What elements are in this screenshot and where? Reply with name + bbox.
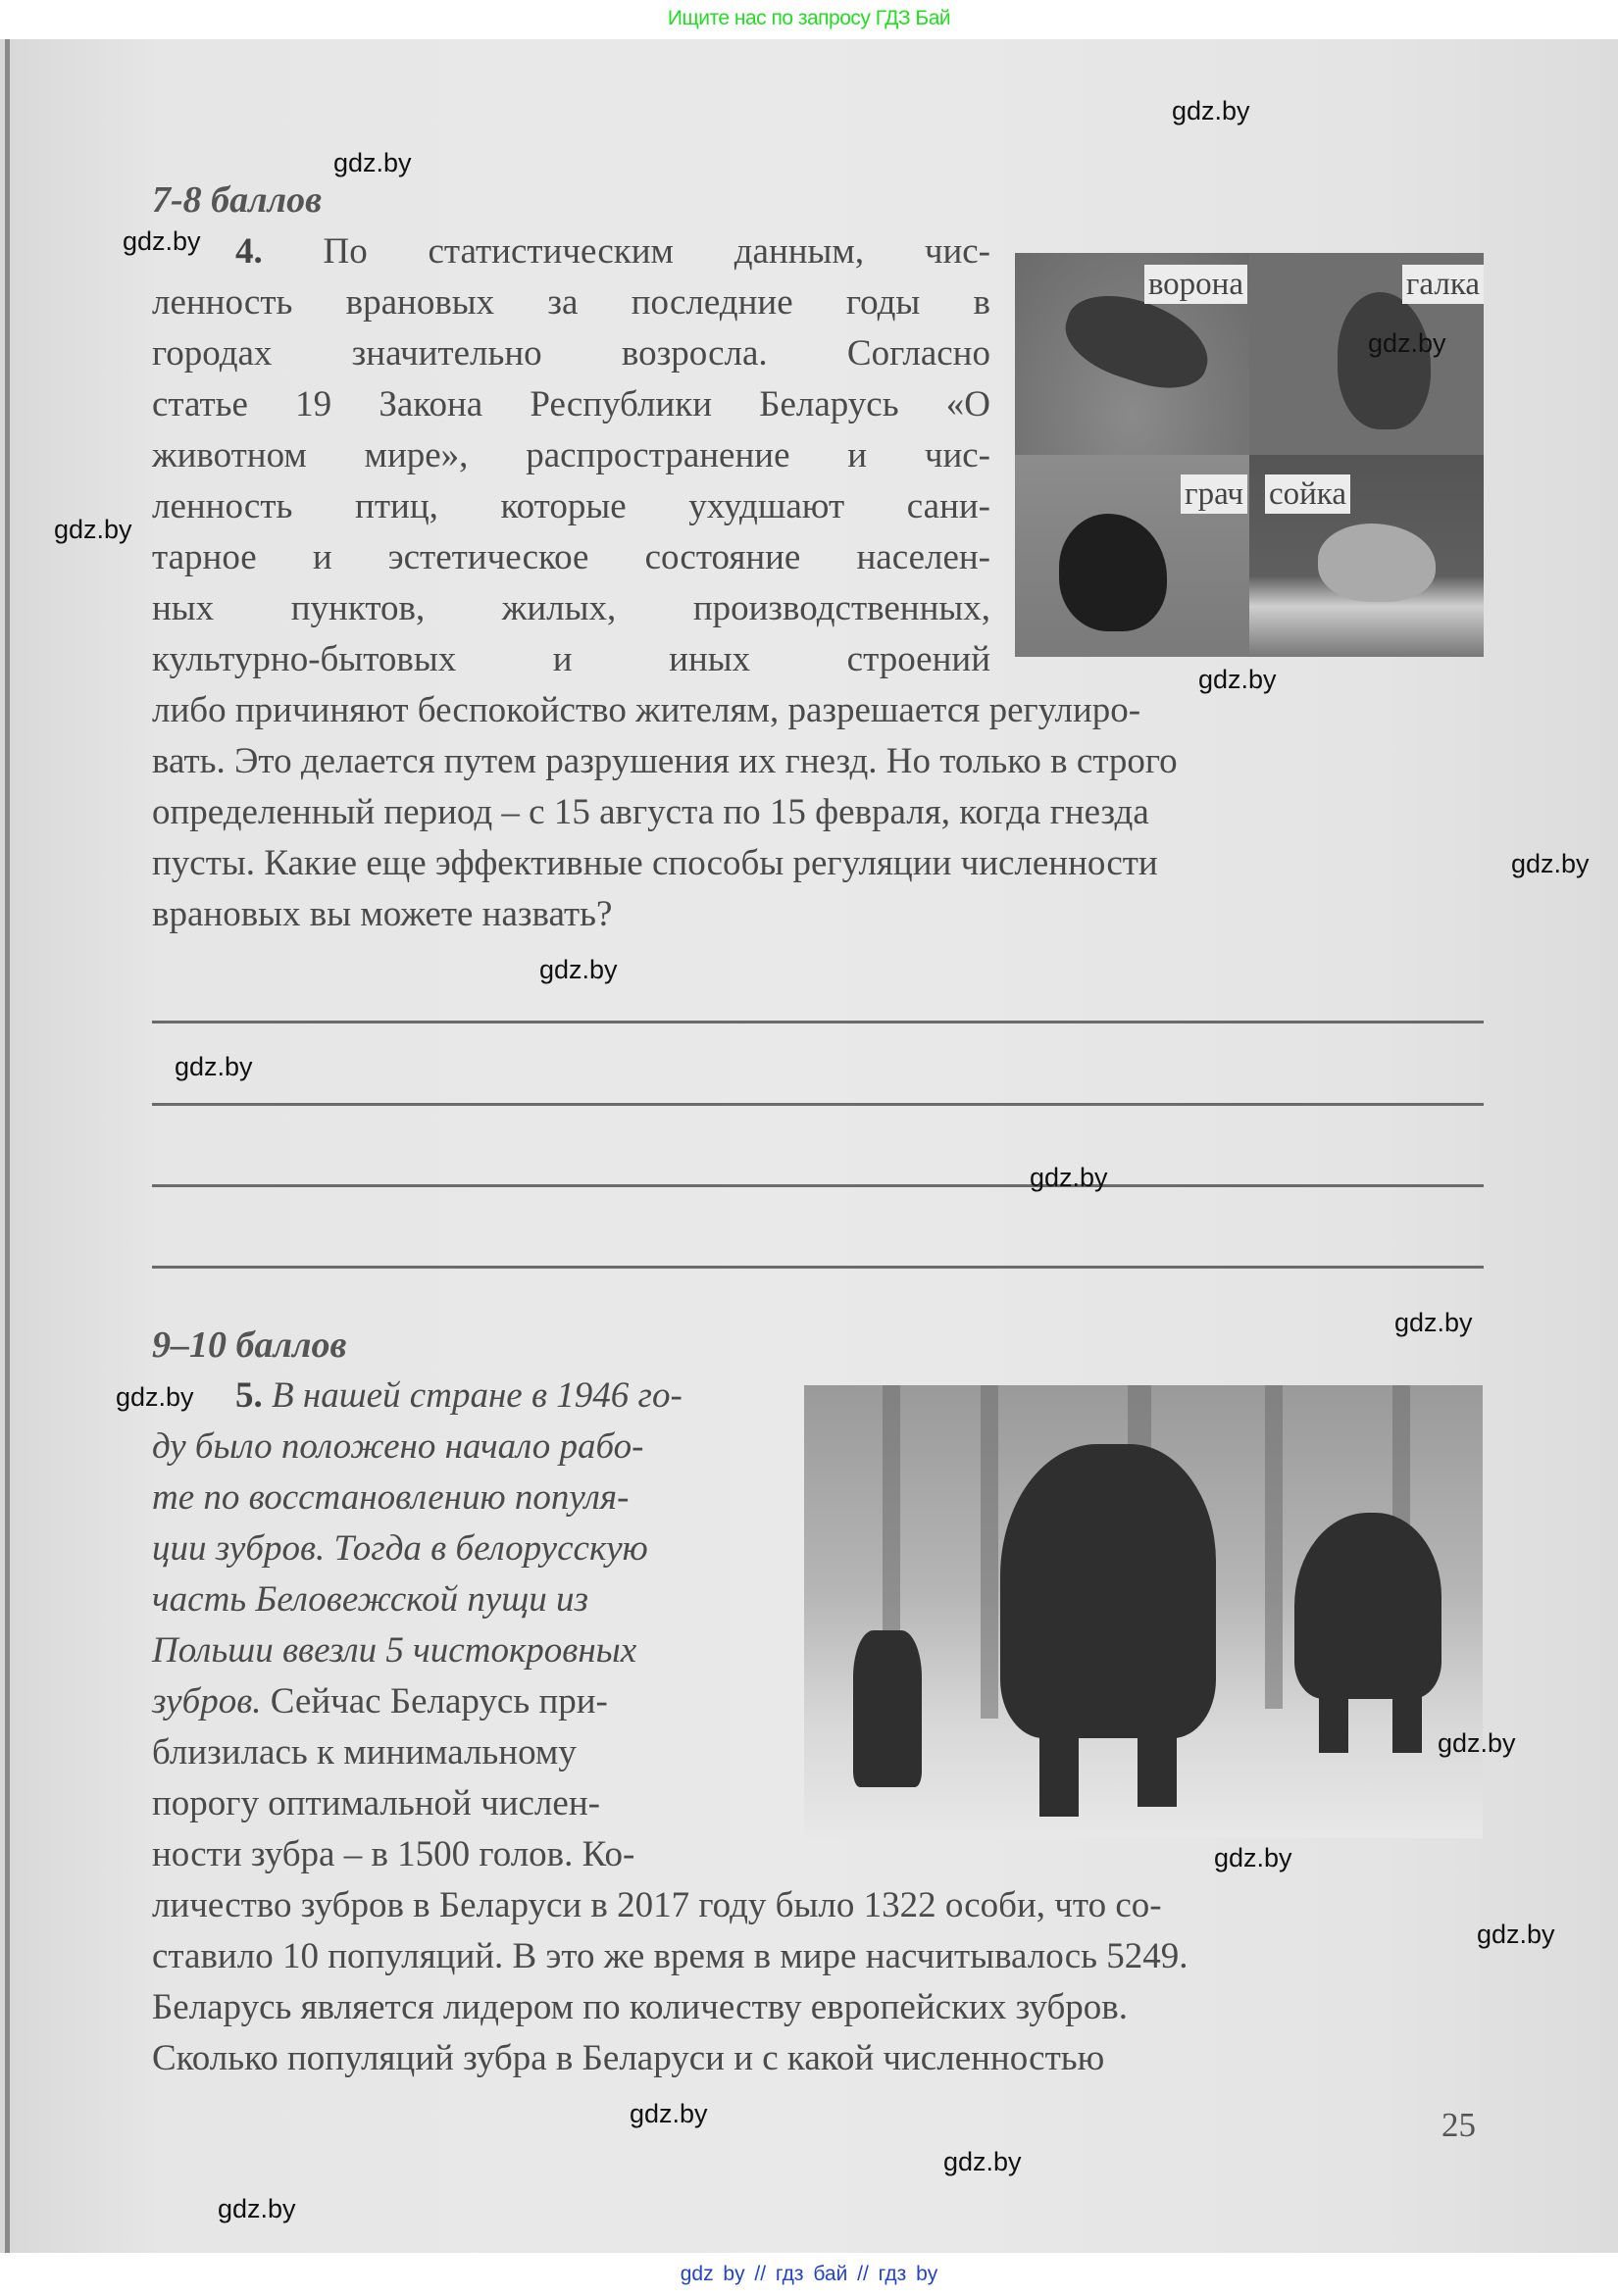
page-edge [5,39,10,2253]
task-5-line-5: часть Беловежской пущи из [152,1579,588,1620]
task-4-line-3: городах значительно возросла. Согласно [152,333,990,374]
watermark: gdz.by [1172,96,1250,125]
answer-line-2[interactable] [152,1103,1484,1106]
bison-right [1294,1513,1441,1699]
jackdaw-silhouette [1338,292,1431,429]
task-4-line-5: животном мире», распространение и чис- [152,435,990,475]
bison-leg [1138,1709,1177,1807]
watermark: gdz.by [943,2147,1022,2176]
photo-label-jay: сойка [1265,474,1350,514]
watermark: gdz.by [54,515,132,544]
jay-silhouette [1318,524,1436,602]
footer-banner [0,2253,1618,2295]
task-5-line-4: ции зубров. Тогда в белорусскую [152,1528,648,1569]
watermark: gdz.by [123,226,201,256]
task-4-line-14: врановых вы можете назвать? [152,894,613,934]
task-4-line-1: 4. По статистическим данным, чис- [235,231,990,272]
task-4-line-11: вать. Это делается путем разрушения их гнезд. Но только в строго [152,741,1178,781]
photo-rook [1015,455,1249,657]
rook-silhouette [1059,514,1167,631]
photo-label-rook: грач [1181,474,1247,514]
answer-line-3[interactable] [152,1184,1484,1187]
watermark: gdz.by [1368,328,1446,358]
answer-line-4[interactable] [152,1266,1484,1269]
task-5-line-13: Беларусь является лидером по количеству европейских зубров. [152,1987,1128,2027]
task-4-line-7: тарное и эстетическое состояние населен- [152,537,990,577]
bison-large [1000,1444,1216,1738]
task-5-line-6: Польши ввезли 5 чистокровных [152,1630,637,1671]
task-4-line-12: определенный период – с 15 августа по 15 февраля, когда гнезда [152,792,1149,832]
task-4-line-9: культурно-бытовых и иных строений [152,639,990,679]
task-5-line-7: зубров. Сейчас Беларусь при- [152,1681,608,1722]
task-4-line-10: либо причиняют беспокойство жителям, разрешается регулиро- [152,690,1141,730]
bison-leg [1392,1679,1422,1753]
photo-jackdaw [1249,253,1484,455]
banner-text: Ищите нас по запросу ГДЗ Бай [667,7,951,29]
watermark: gdz.by [1477,1920,1555,1949]
task-5-line-10: ности зубра – в 1500 голов. Ко- [152,1834,635,1874]
task-5-line-14: Сколько популяций зубра в Беларуси и с какой численностью [152,2038,1105,2078]
photo-jay [1249,455,1484,657]
watermark: gdz.by [175,1052,253,1081]
task-4-line-4: статье 19 Закона Республики Беларусь «О [152,384,990,424]
watermark: gdz.by [1511,849,1590,878]
photo-label-crow: ворона [1144,265,1247,304]
task-4-line-13: пусты. Какие еще эффективные способы регуляции численности [152,843,1158,883]
task-number: 5. [235,1375,263,1416]
photo-crow [1015,253,1249,455]
tree [1265,1385,1283,1709]
watermark: gdz.by [218,2194,296,2223]
bison-photo [804,1385,1483,1838]
photo-label-jackdaw: галка [1402,265,1484,304]
task-4-line-2: ленность врановых за последние годы в [152,282,990,323]
task-4-line-8: ных пунктов, жилых, производственных, [152,588,990,628]
watermark: gdz.by [630,2099,708,2128]
task-5-line-1: 5. В нашей стране в 1946 го- [235,1375,683,1416]
task-5-line-9: порогу оптимальной числен- [152,1783,600,1823]
watermark: gdz.by [1438,1728,1516,1758]
answer-line-1[interactable] [152,1021,1484,1023]
watermark: gdz.by [116,1382,194,1412]
corvid-photo-grid [1015,253,1484,657]
section-heading-7-8: 7-8 баллов [152,179,323,221]
task-4-line-6: ленность птиц, которые ухудшают сани- [152,486,990,526]
bison-leg [1319,1679,1348,1753]
watermark: gdz.by [1214,1843,1292,1872]
bison-calf [853,1630,922,1787]
task-5-line-8: близилась к минимальному [152,1732,577,1772]
watermark: gdz.by [539,955,618,984]
watermark: gdz.by [1030,1163,1108,1192]
task-5-line-2: ду было положено начало рабо- [152,1426,644,1467]
page-number: 25 [1441,2106,1476,2144]
top-banner [0,0,1618,39]
footer-links[interactable]: gdz by // гдз бай // гдз by [680,2263,938,2285]
tree [981,1385,998,1719]
task-5-line-3: те по восстановлению популя- [152,1477,630,1518]
task-number: 4. [235,231,263,272]
section-heading-9-10: 9–10 баллов [152,1324,347,1366]
watermark: gdz.by [1394,1308,1473,1337]
watermark: gdz.by [333,148,412,177]
bison-leg [1039,1709,1079,1817]
task-5-line-11: личество зубров в Беларуси в 2017 году было 1322 особи, что со- [152,1885,1162,1925]
watermark: gdz.by [1198,665,1277,694]
task-5-line-12: ставило 10 популяций. В это же время в мире насчитывалось 5249. [152,1936,1188,1976]
